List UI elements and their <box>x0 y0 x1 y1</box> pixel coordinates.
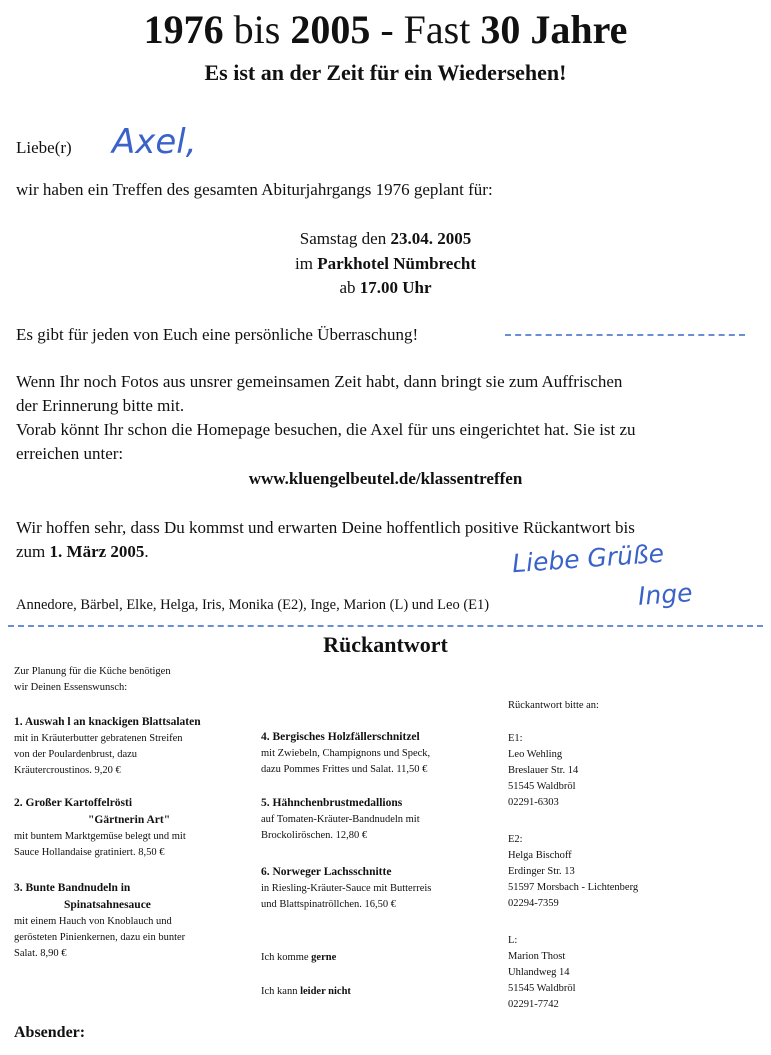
attend-yes-option[interactable] <box>261 950 336 966</box>
meal-3-line-2: gerösteten Pinienkernen, dazu ein bunter <box>14 932 186 943</box>
meal-6[interactable] <box>261 864 501 913</box>
intro-text: wir haben ein Treffen des gesamten Abiturjahrgangs 1976 geplant für: <box>16 180 493 199</box>
meal-2-title-2: "Gärtnerin Art" <box>88 814 171 826</box>
event-time: 17.00 Uhr <box>359 278 432 297</box>
photos-line-2: der Erinnerung bitte mit. <box>16 396 185 415</box>
event-day-prefix: Samstag den <box>299 229 387 248</box>
meal-5[interactable] <box>261 795 501 844</box>
hope-line-2 <box>16 540 149 563</box>
meal-4[interactable] <box>261 729 501 778</box>
meal-2-title: 2. Großer Kartoffelrösti <box>14 797 133 809</box>
meal-6-title: 6. Norweger Lachsschnitte <box>261 866 392 878</box>
contact-l-name: Marion Thost <box>508 951 566 962</box>
contact-l-phone: 02291-7742 <box>508 999 559 1010</box>
event-place-line <box>0 252 771 275</box>
event-place: Parkhotel Nümbrecht <box>317 254 476 273</box>
contact-l <box>508 933 576 1013</box>
hope-prefix: zum <box>16 542 46 561</box>
event-place-prefix: im <box>294 254 313 273</box>
handwritten-name: Axel, <box>112 122 197 162</box>
contact-l-label: L: <box>508 935 518 946</box>
contact-e2-phone: 02294-7359 <box>508 898 559 909</box>
meal-5-title: 5. Hähnchenbrustmedallions <box>261 797 403 809</box>
contact-e1-name: Leo Wehling <box>508 749 563 760</box>
attend-yes-prefix: Ich komme <box>261 952 309 963</box>
meal-2-line-2: Sauce Hollandaise gratiniert. 8,50 € <box>14 847 165 858</box>
meal-4-line-2: dazu Pommes Frittes und Salat. 11,50 € <box>261 764 428 775</box>
meal-2[interactable] <box>14 795 254 861</box>
hope-suffix: . <box>144 542 149 561</box>
attend-no-option[interactable] <box>261 984 351 1000</box>
photos-line-1: Wenn Ihr noch Fotos aus unsrer gemeinsamen Zeit habt, dann bringt sie zum Auffrischen <box>16 372 623 391</box>
reply-title: Rückantwort <box>323 632 448 657</box>
contact-e1-phone: 02291-6303 <box>508 797 559 808</box>
contact-e2-name: Helga Bischoff <box>508 850 572 861</box>
meal-2-line-1: mit buntem Marktgemüse belegt und mit <box>14 831 186 842</box>
contact-e1-city: 51545 Waldbröl <box>508 781 576 792</box>
meal-6-line-1: in Riesling-Kräuter-Sauce mit Butterreis <box>261 883 432 894</box>
meal-4-title: 4. Bergisches Holzfällerschnitzel <box>261 731 420 743</box>
title-year-start: 1976 <box>143 7 224 52</box>
attend-no-prefix: Ich kann <box>261 986 298 997</box>
meal-3-title: 3. Bunte Bandnudeln in <box>14 882 131 894</box>
contact-l-street: Uhlandweg 14 <box>508 967 570 978</box>
contact-e1-street: Breslauer Str. 14 <box>508 765 579 776</box>
homepage-line-2: erreichen unter: <box>16 444 124 463</box>
event-time-prefix: ab <box>339 278 356 297</box>
meal-1-title: 1. Auswah l an knackigen Blattsalaten <box>14 716 201 728</box>
homepage-url[interactable]: www.kluengelbeutel.de/klassentreffen <box>248 469 523 488</box>
send-to-label: Rückantwort bitte an: <box>508 700 599 711</box>
dashed-line <box>505 334 745 336</box>
meal-4-line-1: mit Zwiebeln, Champignons und Speck, <box>261 748 431 759</box>
surprise-text: Es gibt für jeden von Euch eine persönliche Überraschung! <box>16 325 419 344</box>
handwritten-signature: Inge <box>637 578 694 611</box>
contact-l-city: 51545 Waldbröl <box>508 983 576 994</box>
attend-yes-bold: gerne <box>311 952 337 963</box>
reply-intro-line-2: wir Deinen Essenswunsch: <box>14 682 128 693</box>
meal-1-line-3: Kräutercroustinos. 9,20 € <box>14 765 121 776</box>
event-time-line <box>0 276 771 299</box>
contact-e2 <box>508 832 638 912</box>
title-count: 30 <box>480 7 521 52</box>
meal-1[interactable] <box>14 714 254 779</box>
main-title <box>0 6 771 54</box>
meal-3-line-3: Salat. 8,90 € <box>14 948 67 959</box>
salutation: Liebe(r) <box>16 138 72 157</box>
meal-5-line-2: Brockoliröschen. 12,80 € <box>261 830 368 841</box>
deadline-date: 1. März 2005 <box>49 542 145 561</box>
contact-e1-label: E1: <box>508 733 523 744</box>
meal-3-title-2: Spinatsahnesauce <box>64 899 151 911</box>
signers: Annedore, Bärbel, Elke, Helga, Iris, Monika (E2), Inge, Marion (L) und Leo (E1) <box>16 597 490 613</box>
contact-e1 <box>508 731 578 811</box>
title-year-end: 2005 <box>290 7 371 52</box>
cut-line <box>8 625 763 627</box>
event-date: 23.04. 2005 <box>390 229 472 248</box>
contact-e2-label: E2: <box>508 834 523 845</box>
homepage-line-1: Vorab könnt Ihr schon die Homepage besuchen, die Axel für uns eingerichtet hat. Sie ist zu <box>16 420 636 439</box>
meal-1-line-1: mit in Kräuterbutter gebratenen Streifen <box>14 733 183 744</box>
sender-label: Absender: <box>14 1024 86 1041</box>
reply-intro <box>14 664 171 696</box>
event-date-line <box>0 227 771 250</box>
contact-e2-street: Erdinger Str. 13 <box>508 866 575 877</box>
meal-3-line-1: mit einem Hauch von Knoblauch und <box>14 916 172 927</box>
subtitle: Es ist an der Zeit für ein Wiedersehen! <box>204 60 567 85</box>
meal-5-line-1: auf Tomaten-Kräuter-Bandnudeln mit <box>261 814 420 825</box>
contact-e2-city: 51597 Morsbach - Lichtenberg <box>508 882 639 893</box>
title-dash: - Fast <box>380 7 471 52</box>
attend-no-bold: leider nicht <box>300 986 351 997</box>
meal-1-line-2: von der Poulardenbrust, dazu <box>14 749 138 760</box>
title-unit: Jahre <box>530 7 628 52</box>
hope-line-1: Wir hoffen sehr, dass Du kommst und erwarten Deine hoffentlich positive Rückantwort bis <box>16 518 635 537</box>
title-mid: bis <box>233 7 281 52</box>
meal-3[interactable] <box>14 880 254 962</box>
handwritten-greeting: Liebe Grüße <box>511 538 665 579</box>
meal-6-line-2: und Blattspinatröllchen. 16,50 € <box>261 899 397 910</box>
reply-intro-line-1: Zur Planung für die Küche benötigen <box>14 666 171 677</box>
